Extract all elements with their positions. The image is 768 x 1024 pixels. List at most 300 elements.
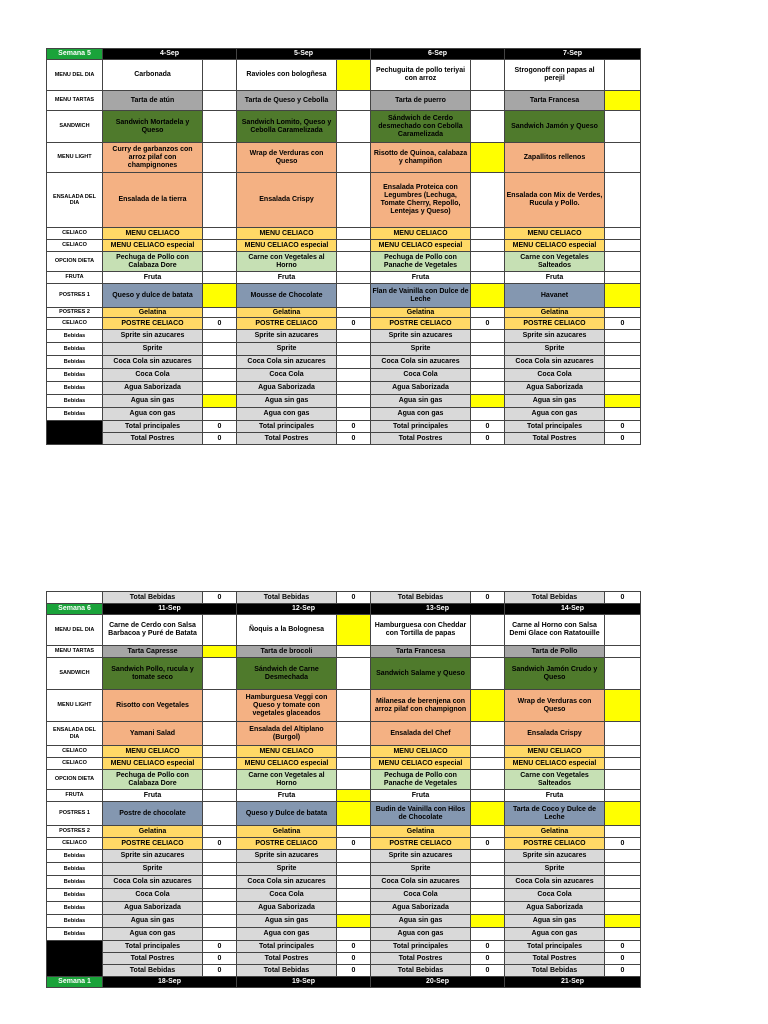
count-cell <box>471 395 505 408</box>
count-cell <box>337 876 371 889</box>
total-value: 0 <box>203 953 237 965</box>
count-cell <box>337 252 371 272</box>
menu-item: MENU CELIACO <box>237 228 337 240</box>
menu-item: Sprite sin azucares <box>505 850 605 863</box>
menu-item: Ensalada del Chef <box>371 722 471 746</box>
count-cell <box>203 790 237 802</box>
count-cell <box>203 722 237 746</box>
count-cell <box>471 889 505 902</box>
count-cell <box>471 802 505 826</box>
total-value: 0 <box>203 941 237 953</box>
count-cell <box>471 284 505 308</box>
count-cell <box>471 770 505 790</box>
count-cell <box>471 240 505 252</box>
total-label: Total Postres <box>371 433 471 445</box>
menu-item: Carne al Horno con Salsa Demi Glace con Ratatouille <box>505 615 605 646</box>
menu-item: POSTRE CELIACO <box>103 838 203 850</box>
total-value: 0 <box>337 433 371 445</box>
total-value: 0 <box>605 592 641 604</box>
count-cell <box>605 240 641 252</box>
menu-item: POSTRE CELIACO <box>237 838 337 850</box>
row-label: Bebidas <box>47 928 103 941</box>
count-cell <box>337 330 371 343</box>
row-label: POSTRES 2 <box>47 308 103 318</box>
count-cell <box>203 395 237 408</box>
count-cell <box>605 369 641 382</box>
count-cell <box>605 802 641 826</box>
count-cell <box>203 143 237 173</box>
menu-item: MENU CELIACO especial <box>237 758 337 770</box>
count-cell <box>471 272 505 284</box>
count-cell <box>605 143 641 173</box>
count-cell <box>203 889 237 902</box>
count-cell <box>337 850 371 863</box>
count-cell <box>471 173 505 228</box>
total-label: Total principales <box>505 421 605 433</box>
count-cell <box>203 60 237 91</box>
count-cell <box>337 356 371 369</box>
row-label: ENSALADA DEL DIA <box>47 173 103 228</box>
menu-item: Fruta <box>371 272 471 284</box>
menu-item: Tarta de brocoli <box>237 646 337 658</box>
count-cell <box>203 758 237 770</box>
count-cell <box>203 802 237 826</box>
count-cell <box>203 615 237 646</box>
count-cell <box>471 343 505 356</box>
total-label: Total Postres <box>505 953 605 965</box>
menu-item: Sandwich Salame y Queso <box>371 658 471 690</box>
total-value: 0 <box>605 421 641 433</box>
total-value: 0 <box>471 941 505 953</box>
count-cell <box>605 284 641 308</box>
count-cell <box>337 228 371 240</box>
menu-item: MENU CELIACO <box>103 746 203 758</box>
menu-item: Sprite <box>237 343 337 356</box>
row-label: CELIACO <box>47 746 103 758</box>
count-cell <box>337 928 371 941</box>
count-cell <box>471 91 505 111</box>
count-cell <box>203 902 237 915</box>
menu-item: Agua con gas <box>237 408 337 421</box>
menu-item: Agua con gas <box>505 928 605 941</box>
menu-item: POSTRE CELIACO <box>103 318 203 330</box>
count-cell <box>203 272 237 284</box>
total-label: Total Postres <box>103 953 203 965</box>
menu-item: Coca Cola sin azucares <box>237 356 337 369</box>
menu-item: Pechuga de Pollo con Calabaza Dore <box>103 252 203 272</box>
menu-item: Sprite sin azucares <box>103 850 203 863</box>
total-label: Total principales <box>371 941 471 953</box>
menu-item: MENU CELIACO <box>103 228 203 240</box>
menu-item: MENU CELIACO especial <box>505 758 605 770</box>
total-label: Total principales <box>237 941 337 953</box>
count-cell <box>337 790 371 802</box>
menu-item: MENU CELIACO <box>505 746 605 758</box>
menu-item: Agua sin gas <box>237 395 337 408</box>
row-label: FRUTA <box>47 790 103 802</box>
menu-item: Tarta de atún <box>103 91 203 111</box>
count-cell: 0 <box>203 318 237 330</box>
count-cell <box>203 928 237 941</box>
count-cell <box>605 758 641 770</box>
count-cell <box>471 382 505 395</box>
total-value: 0 <box>471 592 505 604</box>
total-value: 0 <box>337 965 371 977</box>
menu-item: Sandwich Jamón Crudo y Queso <box>505 658 605 690</box>
menu-item: Flan de Vainilla con Dulce de Leche <box>371 284 471 308</box>
count-cell <box>605 173 641 228</box>
menu-item: Coca Cola <box>371 889 471 902</box>
total-value: 0 <box>605 953 641 965</box>
total-label: Total Bebidas <box>505 965 605 977</box>
menu-item: Carne con Vegetales Salteados <box>505 252 605 272</box>
row-label: POSTRES 2 <box>47 826 103 838</box>
menu-item: Fruta <box>505 790 605 802</box>
day-header: 21-Sep <box>505 977 641 988</box>
row-label: ENSALADA DEL DIA <box>47 722 103 746</box>
row-label: CELIACO <box>47 240 103 252</box>
menu-item: Gelatina <box>237 826 337 838</box>
menu-item: MENU CELIACO <box>505 228 605 240</box>
menu-item: Agua Saborizada <box>103 902 203 915</box>
menu-item: Yamani Salad <box>103 722 203 746</box>
menu-item: Carne con Vegetales al Horno <box>237 252 337 272</box>
count-cell <box>337 889 371 902</box>
menu-item: Agua con gas <box>505 408 605 421</box>
total-label: Total Bebidas <box>237 592 337 604</box>
menu-item: Fruta <box>103 272 203 284</box>
count-cell <box>605 395 641 408</box>
day-header: 11-Sep <box>103 604 237 615</box>
total-value: 0 <box>605 433 641 445</box>
row-label: OPCION DIETA <box>47 770 103 790</box>
total-label: Total principales <box>103 421 203 433</box>
menu-item: MENU CELIACO especial <box>371 758 471 770</box>
count-cell <box>337 902 371 915</box>
count-cell <box>605 408 641 421</box>
count-cell <box>605 272 641 284</box>
menu-item: Curry de garbanzos con arroz pilaf con champignones <box>103 143 203 173</box>
count-cell <box>203 382 237 395</box>
total-value: 0 <box>337 953 371 965</box>
count-cell <box>605 91 641 111</box>
row-label: SANDWICH <box>47 658 103 690</box>
count-cell <box>337 284 371 308</box>
menu-item: Ensalada Crispy <box>237 173 337 228</box>
count-cell <box>337 308 371 318</box>
menu-item: Agua Saborizada <box>371 902 471 915</box>
menu-item: Agua con gas <box>237 928 337 941</box>
row-label: Bebidas <box>47 889 103 902</box>
menu-item: Sprite sin azucares <box>237 850 337 863</box>
menu-item: Gelatina <box>103 308 203 318</box>
menu-item: Agua sin gas <box>371 915 471 928</box>
row-label: CELIACO <box>47 838 103 850</box>
menu-item: Pechuga de Pollo con Calabaza Dore <box>103 770 203 790</box>
count-cell <box>605 889 641 902</box>
total-label: Total Postres <box>505 433 605 445</box>
count-cell <box>203 746 237 758</box>
count-cell <box>203 770 237 790</box>
menu-item: Sprite sin azucares <box>103 330 203 343</box>
menu-item: MENU CELIACO <box>237 746 337 758</box>
count-cell <box>471 60 505 91</box>
menu-item: MENU CELIACO <box>371 746 471 758</box>
count-cell <box>337 60 371 91</box>
count-cell <box>337 915 371 928</box>
row-label: POSTRES 1 <box>47 802 103 826</box>
day-header: 14-Sep <box>505 604 641 615</box>
count-cell <box>337 369 371 382</box>
count-cell <box>471 850 505 863</box>
count-cell <box>471 228 505 240</box>
row-label: Bebidas <box>47 356 103 369</box>
total-label: Total principales <box>103 941 203 953</box>
count-cell <box>203 646 237 658</box>
menu-item: Agua con gas <box>371 928 471 941</box>
total-value: 0 <box>471 421 505 433</box>
menu-item: Pechuguita de pollo teriyai con arroz <box>371 60 471 91</box>
count-cell <box>471 915 505 928</box>
menu-item: Wrap de Verduras con Queso <box>505 690 605 722</box>
count-cell <box>203 863 237 876</box>
total-value: 0 <box>471 433 505 445</box>
row-label: MENU LIGHT <box>47 143 103 173</box>
count-cell <box>605 111 641 143</box>
count-cell <box>337 343 371 356</box>
menu-item: Gelatina <box>505 308 605 318</box>
count-cell <box>203 369 237 382</box>
menu-item: Sprite sin azucares <box>371 850 471 863</box>
menu-item: Sprite sin azucares <box>237 330 337 343</box>
count-cell <box>203 826 237 838</box>
row-label: Bebidas <box>47 408 103 421</box>
menu-item: Sprite <box>103 863 203 876</box>
menu-item: Budin de Vainilla con Hilos de Chocolate <box>371 802 471 826</box>
menu-item: Carbonada <box>103 60 203 91</box>
count-cell <box>203 690 237 722</box>
count-cell <box>337 722 371 746</box>
count-cell <box>471 646 505 658</box>
row-label: MENU LIGHT <box>47 690 103 722</box>
menu-item: Queso y dulce de batata <box>103 284 203 308</box>
menu-item: Coca Cola sin azucares <box>505 356 605 369</box>
count-cell <box>605 826 641 838</box>
menu-item: Risotto con Vegetales <box>103 690 203 722</box>
count-cell <box>337 111 371 143</box>
count-cell <box>605 863 641 876</box>
count-cell <box>203 91 237 111</box>
total-value: 0 <box>605 965 641 977</box>
menu-item: Coca Cola sin azucares <box>103 356 203 369</box>
menu-item: Sprite sin azucares <box>505 330 605 343</box>
menu-item: Pechuga de Pollo con Panache de Vegetales <box>371 252 471 272</box>
count-cell: 0 <box>203 838 237 850</box>
row-label: FRUTA <box>47 272 103 284</box>
count-cell <box>337 272 371 284</box>
count-cell: 0 <box>605 838 641 850</box>
count-cell <box>203 408 237 421</box>
count-cell: 0 <box>471 318 505 330</box>
total-label: Total Postres <box>103 433 203 445</box>
row-label: Bebidas <box>47 395 103 408</box>
count-cell <box>605 252 641 272</box>
day-header: 20-Sep <box>371 977 505 988</box>
count-cell <box>337 658 371 690</box>
count-cell <box>471 928 505 941</box>
menu-item: Ensalada del Altiplano (Burgol) <box>237 722 337 746</box>
day-header: 12-Sep <box>237 604 371 615</box>
count-cell <box>337 408 371 421</box>
count-cell <box>203 876 237 889</box>
count-cell <box>605 343 641 356</box>
count-cell <box>337 382 371 395</box>
menu-item: Tarta de puerro <box>371 91 471 111</box>
count-cell <box>337 240 371 252</box>
menu-item: Sprite <box>371 343 471 356</box>
count-cell <box>605 690 641 722</box>
count-cell <box>605 228 641 240</box>
week-label: Semana 5 <box>47 49 103 60</box>
count-cell <box>337 646 371 658</box>
count-cell: 0 <box>605 318 641 330</box>
menu-item: Hamburguesa con Cheddar con Tortilla de papas <box>371 615 471 646</box>
menu-item: Agua Saborizada <box>237 902 337 915</box>
menu-item: Strogonoff con papas al perejil <box>505 60 605 91</box>
total-label: Total Bebidas <box>103 965 203 977</box>
day-header: 7-Sep <box>505 49 641 60</box>
menu-item: Wrap de Verduras con Queso <box>237 143 337 173</box>
count-cell <box>471 369 505 382</box>
menu-item: Gelatina <box>371 826 471 838</box>
row-label: Bebidas <box>47 382 103 395</box>
count-cell <box>203 330 237 343</box>
count-cell: 0 <box>337 838 371 850</box>
menu-item: Agua sin gas <box>371 395 471 408</box>
count-cell <box>471 758 505 770</box>
menu-item: Pechuga de Pollo con Panache de Vegetales <box>371 770 471 790</box>
week-label: Semana 1 <box>47 977 103 988</box>
row-label: Bebidas <box>47 850 103 863</box>
menu-item: Ensalada Proteica con Legumbres (Lechuga, Tomate Cherry, Repollo, Lentejas y Queso) <box>371 173 471 228</box>
blank-cell <box>47 592 103 604</box>
menu-item: Agua Saborizada <box>237 382 337 395</box>
total-value: 0 <box>471 953 505 965</box>
menu-item: Fruta <box>237 790 337 802</box>
count-cell <box>203 240 237 252</box>
row-label: Bebidas <box>47 330 103 343</box>
count-cell <box>605 928 641 941</box>
menu-item: Agua Saborizada <box>371 382 471 395</box>
total-value: 0 <box>203 421 237 433</box>
menu-item: MENU CELIACO especial <box>371 240 471 252</box>
total-label: Total Bebidas <box>505 592 605 604</box>
menu-item: Agua Saborizada <box>103 382 203 395</box>
total-label: Total principales <box>371 421 471 433</box>
menu-item: Agua con gas <box>103 408 203 421</box>
menu-item: Agua con gas <box>103 928 203 941</box>
count-cell <box>605 746 641 758</box>
total-label: Total Postres <box>237 953 337 965</box>
menu-item: MENU CELIACO <box>371 228 471 240</box>
count-cell <box>605 722 641 746</box>
count-cell <box>471 722 505 746</box>
count-cell <box>471 746 505 758</box>
count-cell <box>203 343 237 356</box>
menu-item: Gelatina <box>103 826 203 838</box>
count-cell <box>337 690 371 722</box>
count-cell <box>471 308 505 318</box>
menu-item: Agua Saborizada <box>505 382 605 395</box>
menu-table-semana-6 <box>46 591 641 988</box>
totals-block <box>47 421 103 445</box>
menu-item: Ñoquis a la Bolognesa <box>237 615 337 646</box>
count-cell <box>471 408 505 421</box>
menu-item: POSTRE CELIACO <box>237 318 337 330</box>
total-label: Total Bebidas <box>371 965 471 977</box>
count-cell <box>337 143 371 173</box>
count-cell <box>605 790 641 802</box>
count-cell <box>203 308 237 318</box>
menu-item: Coca Cola <box>505 369 605 382</box>
menu-item: Carne con Vegetales Salteados <box>505 770 605 790</box>
total-value: 0 <box>203 433 237 445</box>
row-label: Bebidas <box>47 343 103 356</box>
count-cell <box>203 252 237 272</box>
row-label: Bebidas <box>47 369 103 382</box>
menu-item: Sandwich Mortadela y Queso <box>103 111 203 143</box>
count-cell <box>605 330 641 343</box>
count-cell <box>471 111 505 143</box>
menu-item: Sprite <box>505 863 605 876</box>
menu-item: Agua sin gas <box>103 395 203 408</box>
menu-item: Agua sin gas <box>505 395 605 408</box>
menu-item: Gelatina <box>237 308 337 318</box>
total-label: Total principales <box>237 421 337 433</box>
count-cell <box>471 790 505 802</box>
menu-item: Hamburguesa Veggi con Queso y tomate con vegetales glaceados <box>237 690 337 722</box>
menu-item: Gelatina <box>505 826 605 838</box>
menu-item: Havanet <box>505 284 605 308</box>
count-cell <box>605 615 641 646</box>
count-cell <box>605 382 641 395</box>
count-cell <box>605 60 641 91</box>
menu-item: Sprite <box>505 343 605 356</box>
day-header: 19-Sep <box>237 977 371 988</box>
count-cell <box>471 902 505 915</box>
count-cell <box>337 802 371 826</box>
menu-item: Milanesa de berenjena con arroz pilaf con champignon <box>371 690 471 722</box>
count-cell <box>605 876 641 889</box>
day-header: 6-Sep <box>371 49 505 60</box>
total-label: Total Postres <box>237 433 337 445</box>
row-label: MENU TARTAS <box>47 646 103 658</box>
total-label: Total principales <box>505 941 605 953</box>
menu-item: Sandwich Jamón y Queso <box>505 111 605 143</box>
total-label: Total Bebidas <box>371 592 471 604</box>
menu-item: Coca Cola <box>103 889 203 902</box>
count-cell <box>337 395 371 408</box>
week-label: Semana 6 <box>47 604 103 615</box>
row-label: MENU TARTAS <box>47 91 103 111</box>
count-cell <box>337 826 371 838</box>
count-cell <box>605 308 641 318</box>
menu-item: Tarta de Pollo <box>505 646 605 658</box>
total-label: Total Postres <box>371 953 471 965</box>
count-cell: 0 <box>337 318 371 330</box>
menu-item: MENU CELIACO especial <box>103 240 203 252</box>
menu-item: POSTRE CELIACO <box>505 318 605 330</box>
